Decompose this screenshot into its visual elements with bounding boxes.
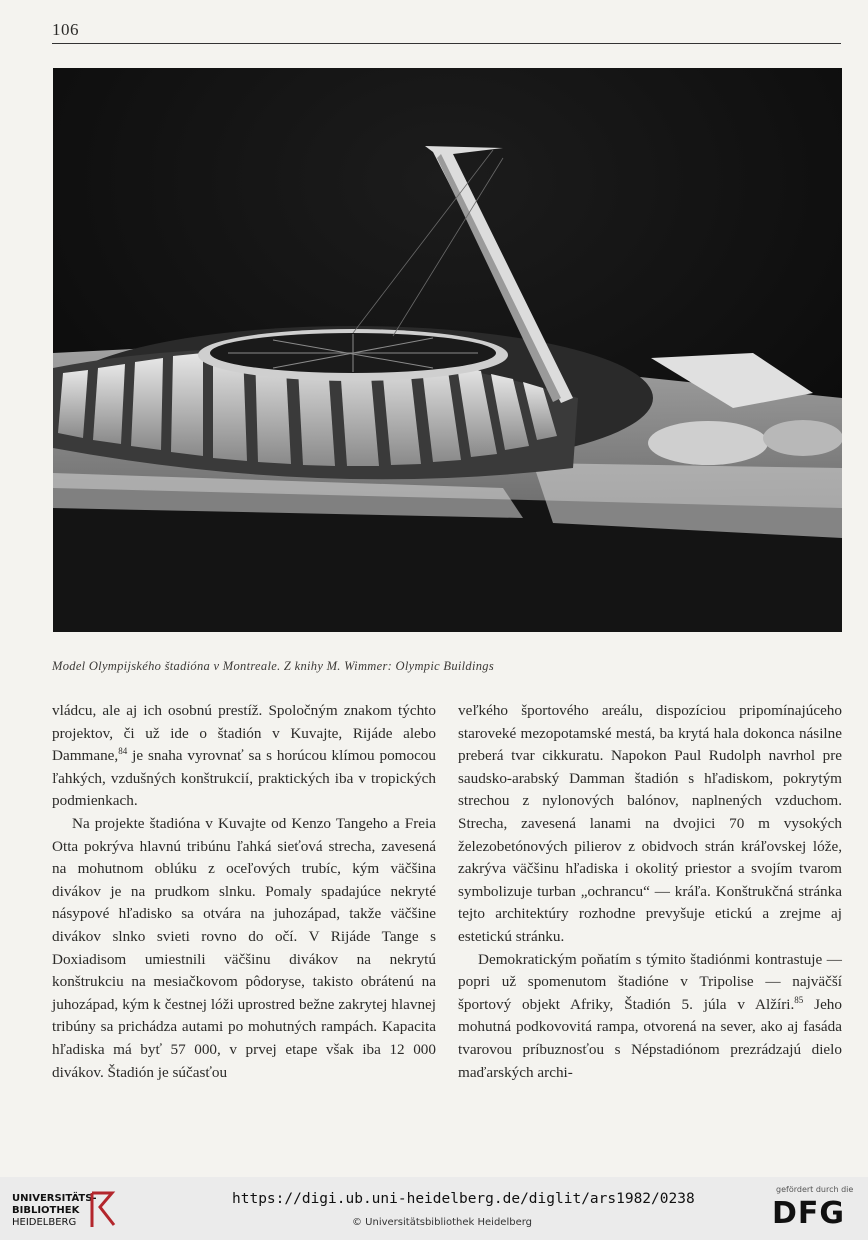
paragraph: [52, 700, 436, 813]
right-text-column: [458, 700, 842, 1084]
library-name-line: UNIVERSITÄTS-: [12, 1193, 97, 1204]
library-emblem-icon: [86, 1187, 120, 1235]
library-name-line: BIBLIOTHEK: [12, 1205, 80, 1216]
dfg-logo[interactable]: DFG: [772, 1196, 846, 1231]
text-run: Demokratickým poňatím s týmito štadiónmi kontrastuje — popri už spomenutom štadióne v Tripolise — najväčší športový objekt Afriky, Štadión 5. júla v Alžíri.: [458, 950, 842, 1013]
footer-bar: [0, 1177, 868, 1240]
page-number: 106: [52, 20, 79, 39]
left-text-column: [52, 700, 436, 1084]
permalink-url[interactable]: https://digi.ub.uni-heidelberg.de/diglit/ars1982/0238: [232, 1191, 695, 1207]
header-rule: [52, 43, 841, 44]
library-name-line: HEIDELBERG: [12, 1217, 77, 1228]
text-run: Jeho mohutná podkovovitá rampa, otvorená na sever, ako aj fasáda tvarovou príbuznosťou s Népstadiónom prezrádzajú dielo maďarských archi-: [458, 995, 842, 1081]
funding-note: gefördert durch die: [776, 1185, 854, 1194]
footnote-ref: 84: [118, 746, 128, 757]
copyright-notice: © Universitätsbibliothek Heidelberg: [352, 1217, 533, 1228]
library-logo[interactable]: [12, 1193, 97, 1229]
text-run: je snaha vyrovnať sa s horúcou klímou pomocou ľahkých, vzdušných konštrukcií, praktických iba v tropických podmienkach.: [52, 747, 436, 810]
figure-caption: Model Olympijského štadióna v Montreale. Z knihy M. Wimmer: Olympic Buildings: [52, 659, 495, 673]
paragraph: veľkého športového areálu, dispozíciou pripomínajúceho staroveké mezopotamské mestá, ba krytá hala dokonca násilne preberá tvar cikkuratu. Napokon Paul Rudolph navrhol pre saudsko-arabský Damman štadión s hľadiskom, pokrytým strechou z nylonových balónov, naplnených vzduchom. Strecha, zavesená lanami na dvojici 70 m vysokých železobetónových pilierov z obidvoch strán kráľovskej lóže, zakrýva väčšinu hľadiska i okolitý priestor a svojím tvarom symbolizuje turban „ochrancu“ — kráľa. Konštrukčná stránka tejto architektúry rozhodne prevyšuje etickú a zrejme aj estetickú stránku.: [458, 702, 842, 945]
text-run: vládcu, ale aj ich osobnú prestíž. Spoločným znakom týchto projektov, či už ide o štadión v Kuvajte, Rijáde alebo Dammane,: [52, 702, 436, 765]
paragraph: [458, 949, 842, 1085]
footnote-ref: 85: [794, 994, 804, 1005]
paragraph: Na projekte štadióna v Kuvajte od Kenzo Tangeho a Freia Otta pokrýva hlavnú tribúnu ľahká sieťová strecha, zavesená na mohutnom oblúku z oceľových trubíc, kým väčšina divákov je na prudkom slnku. Pomaly spadajúce nekryté násypové hľadisko sa otvára na juhozápad, takže väčšine divákov slnko svieti rovno do očí. V Rijáde Tange s Doxiadisom umiestnili väčšinu divákov na nekrytú konštrukciu na mesiačkovom pôdoryse, takisto obrátenú na juhozápad, kým k čestnej lóži uprostred bežne zakrytej hlavnej tribúny sa prichádza autami po mohutných rampách. Kapacita hľadiska má byť 57 000, v prvej etape však iba 12 000 divákov. Štadión je súčasťou: [52, 814, 436, 1081]
stadium-model-photo: [53, 68, 842, 632]
